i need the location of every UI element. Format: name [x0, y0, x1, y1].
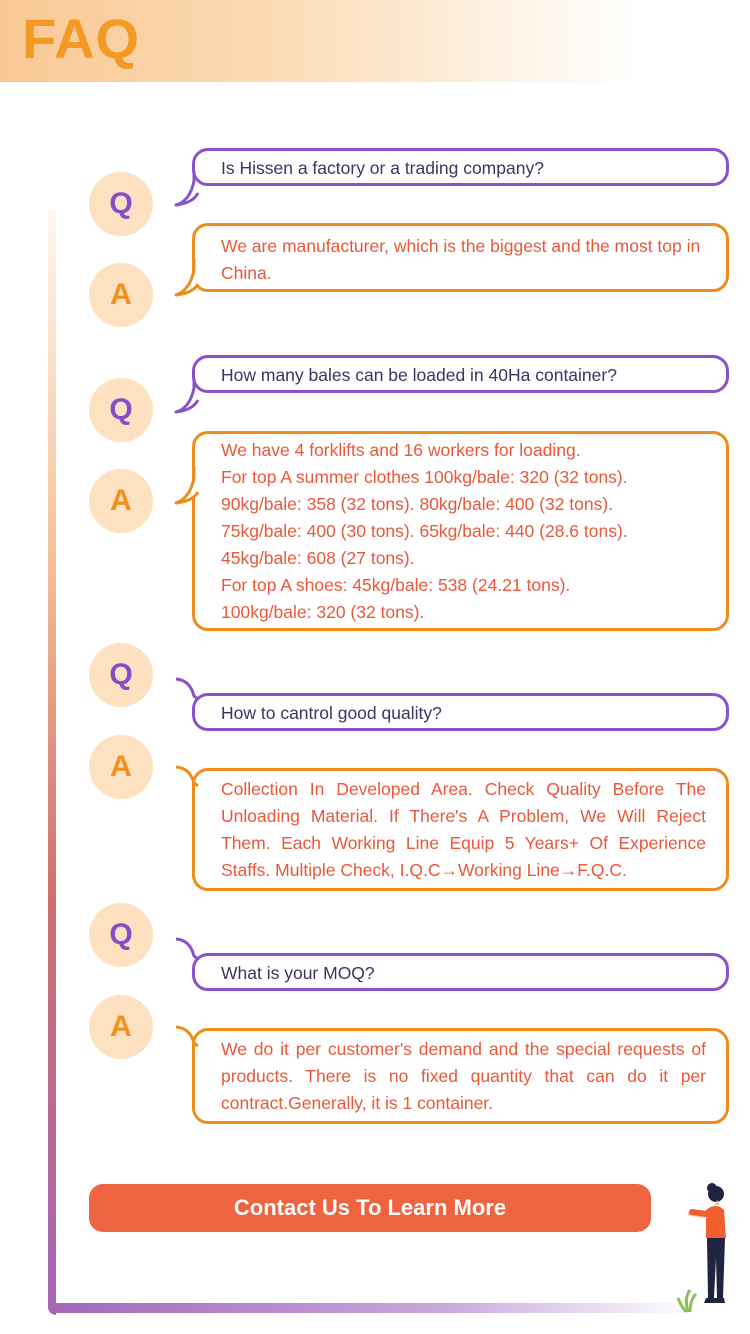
question-bubble — [192, 355, 729, 393]
question-badge: Q — [89, 643, 153, 707]
bubble-tail — [175, 378, 201, 416]
answer-bubble — [192, 431, 729, 631]
plant-icon — [678, 1290, 696, 1312]
question-text: Is Hissen a factory or a trading company? — [221, 158, 544, 178]
answer-bubble — [192, 223, 729, 292]
question-badge: Q — [89, 378, 153, 442]
bubble-tail — [175, 766, 201, 790]
bubble-tail — [175, 258, 201, 298]
answer-line: 75kg/bale: 400 (30 tons). 65kg/bale: 440 (28.6 tons). — [221, 521, 628, 541]
question-text: How to cantrol good quality? — [221, 703, 442, 723]
bubble-tail — [175, 171, 201, 209]
bubble-tail — [175, 677, 201, 701]
question-badge: Q — [89, 903, 153, 967]
answer-badge: A — [89, 735, 153, 799]
timeline-bottom-line — [48, 1303, 698, 1313]
question-text: How many bales can be loaded in 40Ha container? — [221, 365, 617, 385]
answer-line: For top A shoes: 45kg/bale: 538 (24.21 tons). — [221, 575, 571, 595]
answer-line: 45kg/bale: 608 (27 tons). — [221, 548, 415, 568]
page-title: FAQ — [22, 7, 141, 70]
person-illustration-icon — [676, 1180, 746, 1320]
bubble-tail — [175, 466, 201, 506]
answer-text: Collection In Developed Area. Check Quality Before The Unloading Material. If There's A Problem, We Will Reject Them. Each Working Line Equip 5 Years+ Of Experience Staffs. Multiple Check, I.Q.C→Working Line→F.Q.C. — [221, 779, 706, 880]
question-bubble — [192, 693, 729, 731]
contact-us-button[interactable]: Contact Us To Learn More — [89, 1184, 651, 1232]
answer-badge: A — [89, 995, 153, 1059]
bubble-tail — [175, 1026, 201, 1050]
answer-line: 100kg/bale: 320 (32 tons). — [221, 602, 425, 622]
answer-text: We do it per customer's demand and the special requests of products. There is no fixed quantity that can do it per contract.Generally, it is 1 container. — [221, 1039, 706, 1113]
question-badge: Q — [89, 172, 153, 236]
answer-line: For top A summer clothes 100kg/bale: 320 (32 tons). — [221, 467, 628, 487]
question-bubble — [192, 148, 729, 186]
question-bubble — [192, 953, 729, 991]
answer-text: We are manufacturer, which is the biggest and the most top in China. — [221, 236, 701, 283]
answer-bubble — [192, 768, 729, 891]
answer-badge: A — [89, 469, 153, 533]
answer-line: 90kg/bale: 358 (32 tons). 80kg/bale: 400 (32 tons). — [221, 494, 614, 514]
timeline-line — [48, 210, 56, 1315]
answer-bubble — [192, 1028, 729, 1124]
question-text: What is your MOQ? — [221, 963, 375, 983]
answer-badge: A — [89, 263, 153, 327]
answer-line: We have 4 forklifts and 16 workers for loading. — [221, 440, 581, 460]
bubble-tail — [175, 937, 201, 961]
